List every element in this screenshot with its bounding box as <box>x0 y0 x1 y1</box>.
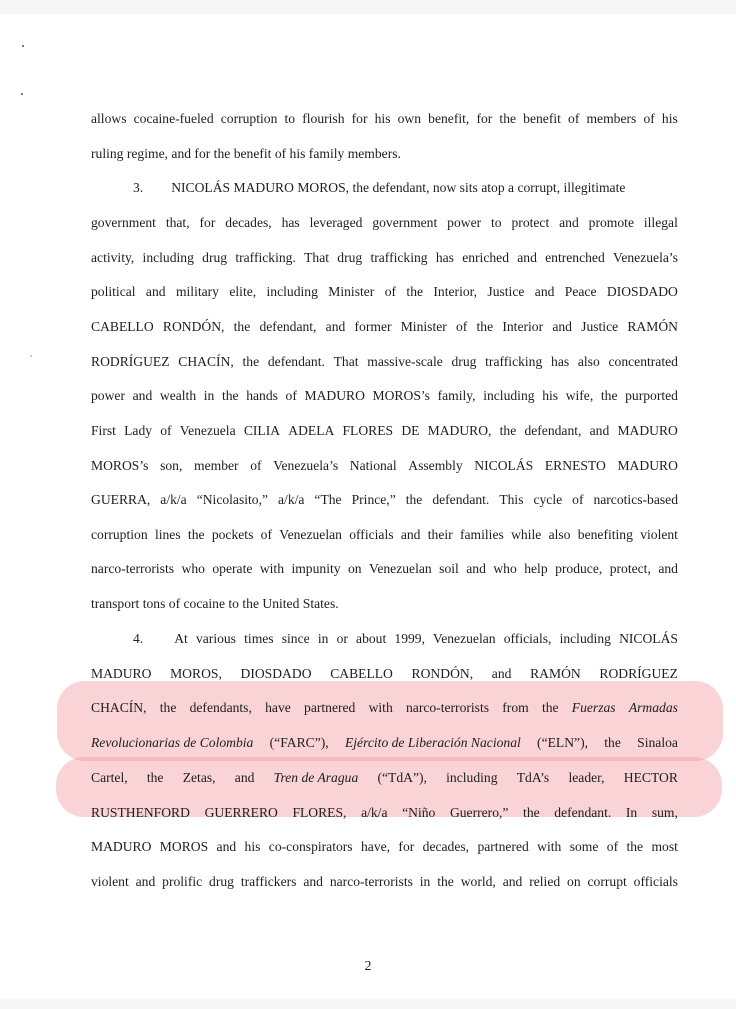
text-line: narco-terrorists who operate with impunity on Venezuelan soil and who help produce, protect, and <box>91 561 678 576</box>
text-line: Revolucionarias de Colombia (“FARC”), Ejército de Liberación Nacional (“ELN”), the Sinaloa <box>91 735 678 750</box>
text-line: CABELLO RONDÓN, the defendant, and former Minister of the Interior and Justice RAMÓN <box>91 319 678 334</box>
text-line: transport tons of cocaine to the United States. <box>91 596 339 611</box>
text-line: power and wealth in the hands of MADURO MOROS’s family, including his wife, the purported <box>91 388 678 403</box>
text-line: ruling regime, and for the benefit of his family members. <box>91 146 401 161</box>
scan-speck <box>30 355 32 357</box>
scan-speck <box>21 93 23 95</box>
paragraph-3-first-line: 3. NICOLÁS MADURO MOROS, the defendant, now sits atop a corrupt, illegitimate <box>133 180 626 195</box>
text-line: RUSTHENFORD GUERRERO FLORES, a/k/a “Niño Guerrero,” the defendant. In sum, <box>91 805 678 820</box>
text-line: First Lady of Venezuela CILIA ADELA FLORES DE MADURO, the defendant, and MADURO <box>91 423 678 438</box>
page-number: 2 <box>364 959 372 974</box>
text-line: Cartel, the Zetas, and Tren de Aragua (“TdA”), including TdA’s leader, HECTOR <box>91 770 678 785</box>
scan-speck <box>22 45 24 47</box>
text-line: violent and prolific drug traffickers and narco-terrorists in the world, and relied on corrupt officials <box>91 874 678 889</box>
document-page <box>0 14 736 999</box>
text-line: MOROS’s son, member of Venezuela’s National Assembly NICOLÁS ERNESTO MADURO <box>91 458 678 473</box>
text-line: government that, for decades, has leveraged government power to protect and promote illegal <box>91 215 678 230</box>
text-line: MADURO MOROS, DIOSDADO CABELLO RONDÓN, and RAMÓN RODRÍGUEZ <box>91 666 678 681</box>
paragraph-number: 3. <box>133 180 144 195</box>
text-line: corruption lines the pockets of Venezuelan officials and their families while also benefiting violent <box>91 527 678 542</box>
text-line: CHACÍN, the defendants, have partnered with narco-terrorists from the Fuerzas Armadas <box>91 700 678 715</box>
text-line: allows cocaine-fueled corruption to flourish for his own benefit, for the benefit of members of his <box>91 111 678 126</box>
text-line: political and military elite, including Minister of the Interior, Justice and Peace DIOSDADO <box>91 284 678 299</box>
paragraph-number: 4. <box>133 631 144 646</box>
text-line: activity, including drug trafficking. That drug trafficking has enriched and entrenched Venezuela’s <box>91 250 678 265</box>
text-line: MADURO MOROS and his co-conspirators have, for decades, partnered with some of the most <box>91 839 678 854</box>
paragraph-4-first-line: 4. At various times since in or about 1999, Venezuelan officials, including NICOLÁS <box>133 631 678 646</box>
text-line: GUERRA, a/k/a “Nicolasito,” a/k/a “The Prince,” the defendant. This cycle of narcotics-based <box>91 492 678 507</box>
text-line: RODRÍGUEZ CHACÍN, the defendant. That massive-scale drug trafficking has also concentrated <box>91 354 678 369</box>
